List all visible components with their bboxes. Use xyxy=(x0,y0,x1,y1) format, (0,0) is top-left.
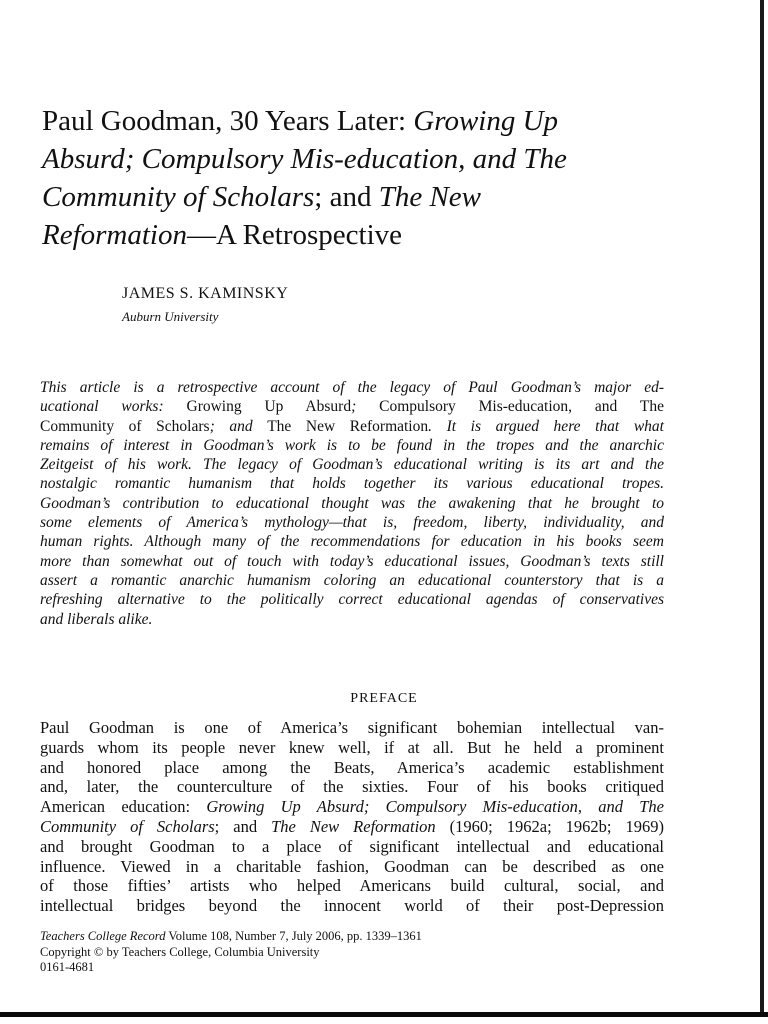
body-book-title: Growing Up Absurd; Compulsory Mis-education, and The xyxy=(206,797,664,817)
body-line: guards whom its people never knew well, if at all. But he held a prominent xyxy=(40,737,664,757)
title-text: ; and xyxy=(314,181,379,213)
abstract-book-title: Compulsory Mis-education, and The xyxy=(379,398,664,416)
body-book-title: Community of Scholars xyxy=(40,816,215,836)
abstract-line xyxy=(40,571,664,590)
citation-footer xyxy=(40,929,422,976)
title-text: —A Retrospective xyxy=(187,219,403,251)
title-italic-text: Community of Scholars xyxy=(42,181,315,213)
abstract-text: some elements of America’s mythology—that is, freedom, liberty, individuality, and xyxy=(40,514,664,532)
abstract-text: Zeitgeist of his work. The legacy of Goodman’s educational writing is its art and the xyxy=(40,456,664,474)
abstract-line xyxy=(40,455,664,474)
scan-edge-bottom xyxy=(0,1012,768,1017)
scan-edge-right xyxy=(760,0,764,1016)
body-text: (1960; 1962a; 1962b; 1969) xyxy=(435,816,664,836)
abstract-line xyxy=(40,590,664,609)
abstract-book-title: Community of Scholars xyxy=(40,417,210,435)
body-line xyxy=(40,797,664,817)
body-line: of those fifties’ artists who helped Americans build cultural, social, and xyxy=(40,876,664,896)
journal-name: Teachers College Record xyxy=(40,929,166,943)
abstract-text: more than somewhat out of touch with today’s educational issues, Goodman’s texts still xyxy=(40,552,664,570)
abstract-line xyxy=(40,397,664,416)
abstract-text: . It is argued here that what xyxy=(428,417,664,435)
abstract-text: ; xyxy=(351,398,380,416)
abstract-line xyxy=(40,417,664,436)
issn-line: 0161-4681 xyxy=(40,960,95,974)
author-name: JAMES S. KAMINSKY xyxy=(122,285,289,302)
abstract-line xyxy=(40,436,664,455)
abstract-line xyxy=(40,474,664,493)
abstract-text: nostalgic romantic humanism that holds together its various educational tropes. xyxy=(40,475,664,493)
body-line: and brought Goodman to a place of significant intellectual and educational xyxy=(40,836,664,856)
title-line-4 xyxy=(42,216,682,254)
body-text: ; and xyxy=(214,816,272,836)
title-italic-text: Reformation xyxy=(42,219,187,251)
body-book-title: The New Reformation xyxy=(271,816,436,836)
abstract-text: refreshing alternative to the politically correct educational agendas of conservatives xyxy=(40,591,664,609)
abstract-line xyxy=(40,378,664,397)
section-heading-preface: PREFACE xyxy=(350,691,418,706)
abstract-text: and liberals alike. xyxy=(40,610,153,628)
abstract-text: assert a romantic anarchic humanism coloring an educational counterstory that is a xyxy=(40,571,664,589)
abstract-text: ; and xyxy=(209,417,268,435)
title-line-1 xyxy=(42,102,682,140)
abstract-line xyxy=(40,552,664,571)
abstract-text: Goodman’s contribution to educational thought was the awakening that he brought to xyxy=(40,494,664,512)
article-title xyxy=(42,102,682,254)
body-line: intellectual bridges beyond the innocent world of their post-Depression xyxy=(40,896,664,916)
title-italic-text: The New xyxy=(378,181,482,213)
body-line xyxy=(40,817,664,837)
abstract-text: remains of interest in Goodman’s work is to be found in the tropes and the anarchic xyxy=(40,436,664,454)
copyright-line: Copyright © by Teachers College, Columbia University xyxy=(40,944,320,959)
abstract-text: human rights. Although many of the recommendations for education in his books seem xyxy=(40,533,664,551)
body-line: and, later, the counterculture of the sixties. Four of his books critiqued xyxy=(40,777,664,797)
title-italic-text: Absurd; Compulsory Mis-education, and The xyxy=(42,143,567,175)
abstract-line xyxy=(40,610,664,629)
body-line: influence. Viewed in a charitable fashion, Goodman can be described as one xyxy=(40,856,664,876)
body-line: and honored place among the Beats, America’s academic establishment xyxy=(40,757,664,777)
title-line-2 xyxy=(42,140,682,178)
title-italic-text: Growing Up xyxy=(413,105,559,137)
abstract-text: This article is a retrospective account of the legacy of Paul Goodman’s major ed- xyxy=(40,379,664,396)
abstract-book-title: The New Reformation xyxy=(267,417,429,435)
author-affiliation: Auburn University xyxy=(122,309,219,324)
title-line-3 xyxy=(42,178,682,216)
body-line: Paul Goodman is one of America’s significant bohemian intellectual van- xyxy=(40,718,664,737)
abstract-line xyxy=(40,513,664,532)
abstract-line xyxy=(40,494,664,513)
citation-details: Volume 108, Number 7, July 2006, pp. 1339–1361 xyxy=(165,929,422,943)
abstract-text: ucational works: xyxy=(40,398,187,416)
title-text: Paul Goodman, 30 Years Later: xyxy=(42,105,414,137)
abstract-book-title: Growing Up Absurd xyxy=(186,398,352,416)
abstract-line xyxy=(40,532,664,551)
abstract xyxy=(40,378,664,629)
body-text: American education: xyxy=(40,797,207,817)
preface-body xyxy=(40,718,664,916)
citation-line xyxy=(40,929,422,945)
